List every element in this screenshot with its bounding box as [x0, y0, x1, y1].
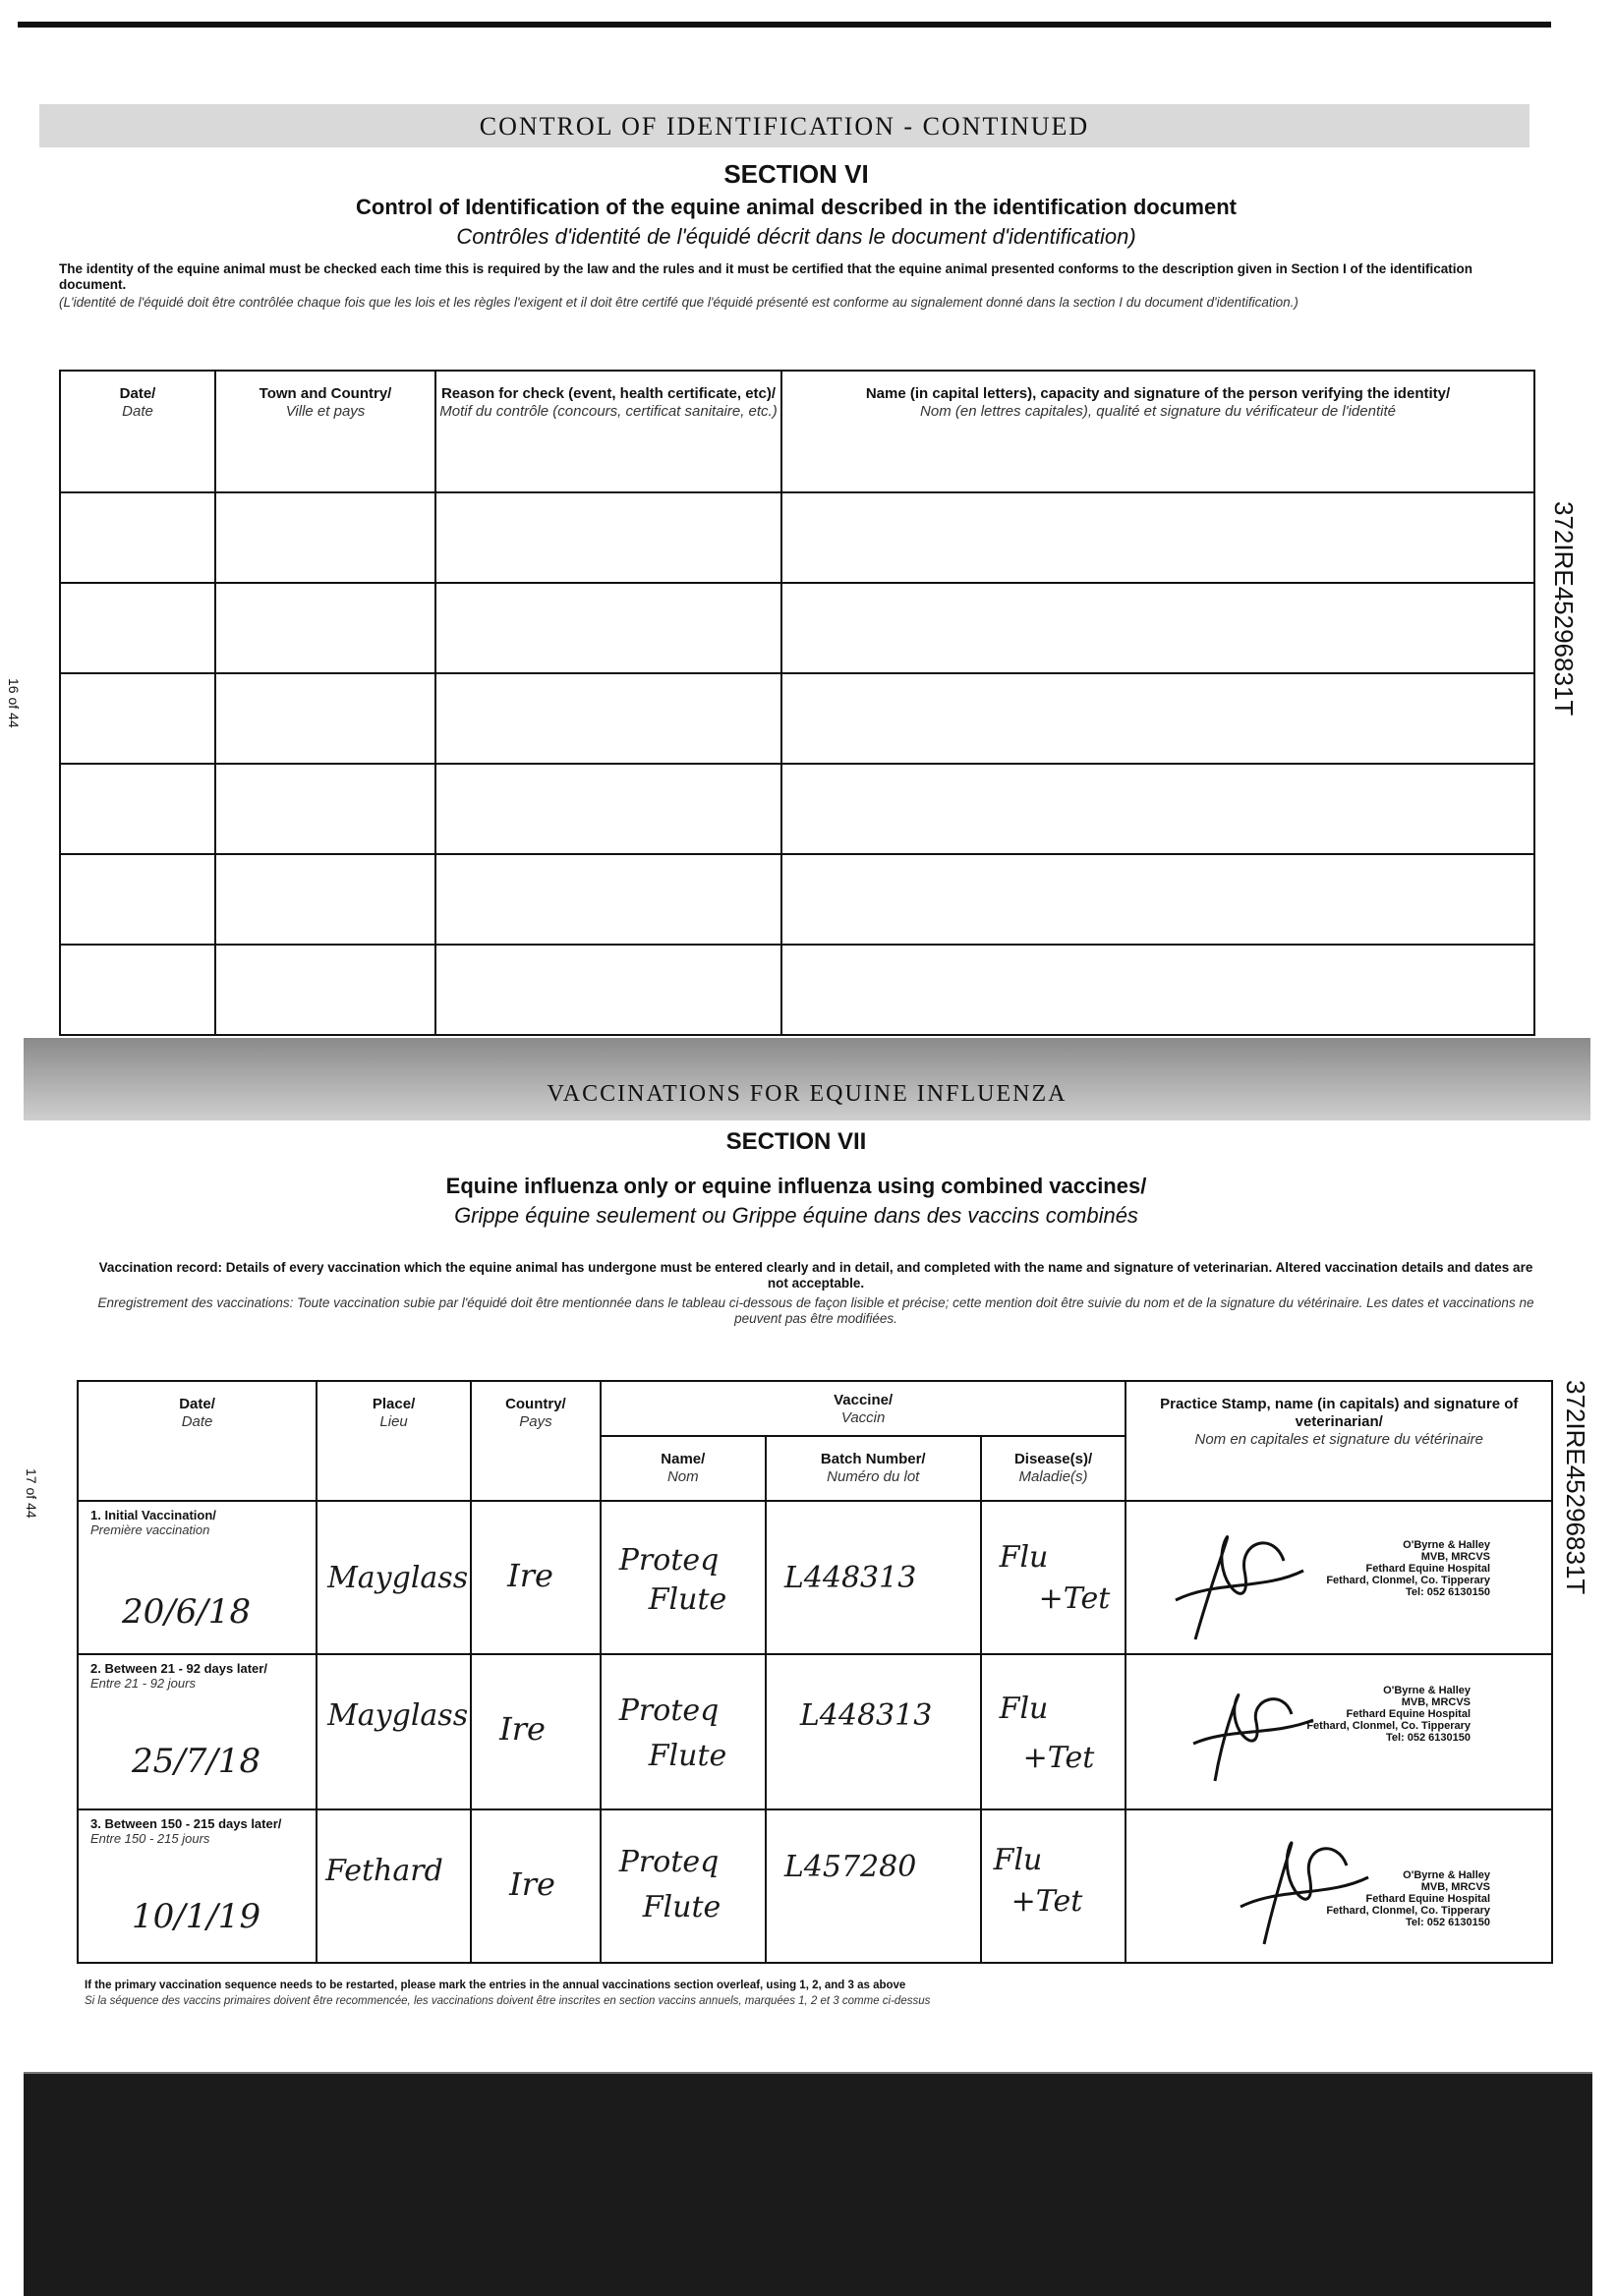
col-batch-number: Batch Number/ Numéro du lot — [766, 1436, 981, 1501]
vaccine-name-cell[interactable]: Proteq Flute — [601, 1809, 766, 1963]
country-cell[interactable]: Ire — [471, 1501, 601, 1654]
col-place: Place/ Lieu — [317, 1381, 471, 1501]
handwritten-date: 10/1/19 — [132, 1897, 261, 1936]
place-cell[interactable]: Mayglass — [317, 1501, 471, 1654]
cell[interactable] — [60, 945, 215, 1035]
cell[interactable] — [215, 673, 435, 764]
table-row — [60, 492, 1534, 583]
section6-subtitle-en: Control of Identification of the equine animal described in the identification document — [356, 195, 1237, 219]
practice-stamp-cell — [1125, 1654, 1552, 1809]
table-row — [60, 854, 1534, 945]
cell[interactable] — [215, 583, 435, 673]
section7-page-number: 17 of 44 — [24, 1468, 39, 1519]
practice-stamp: O'Byrne & Halley MVB, MRCVS Fethard Equine Hospital Fethard, Clonmel, Co. Tipperary Tel: 052 6130150 — [1306, 1685, 1471, 1744]
cell[interactable] — [435, 583, 781, 673]
table-row — [60, 673, 1534, 764]
practice-stamp: O'Byrne & Halley MVB, MRCVS Fethard Equine Hospital Fethard, Clonmel, Co. Tipperary Tel: 052 6130150 — [1326, 1539, 1490, 1598]
col-date: Date/ Date — [60, 371, 215, 492]
cell[interactable] — [435, 854, 781, 945]
disease-cell[interactable]: Flu +Tet — [981, 1809, 1126, 1963]
table-row — [78, 1654, 1552, 1809]
vaccine-name-cell[interactable]: Proteq Flute — [601, 1501, 766, 1654]
cell[interactable] — [781, 854, 1534, 945]
col-verifier: Name (in capital letters), capacity and signature of the person verifying the identity/ Nom (en lettres capitales), qualité et signature du vérificateur de l'identité — [781, 371, 1534, 492]
cell[interactable] — [60, 673, 215, 764]
cell[interactable] — [215, 854, 435, 945]
batch-number-cell[interactable]: L457280 — [766, 1809, 981, 1963]
cell[interactable] — [60, 583, 215, 673]
practice-stamp: O'Byrne & Halley MVB, MRCVS Fethard Equine Hospital Fethard, Clonmel, Co. Tipperary Tel: 052 6130150 — [1326, 1869, 1490, 1928]
vaccination-table — [77, 1380, 1553, 1964]
cell[interactable] — [781, 583, 1534, 673]
section7-band-shadow — [24, 1038, 1590, 1120]
cell[interactable] — [435, 673, 781, 764]
cell[interactable] — [60, 764, 215, 854]
vaccination-date-cell[interactable]: 1. Initial Vaccination/ Première vaccination 20/6/18 — [78, 1501, 317, 1654]
section7-subtitle-en: Equine influenza only or equine influenza using combined vaccines/ — [445, 1174, 1147, 1198]
col-country: Country/ Pays — [471, 1381, 601, 1501]
section7-subtitle-fr: Grippe équine seulement ou Grippe équine dans des vaccins combinés — [454, 1203, 1138, 1228]
handwritten-date: 20/6/18 — [122, 1592, 252, 1632]
section7-note-fr: Enregistrement des vaccinations: Toute vaccination subie par l'équidé doit être mentionnée dans le tableau ci-dessous de façon lisible et précise; cette mention doit être suivie du nom et de la signature du vétérinaire. Les dates et vaccinations ne peuvent pas être modifiées. — [97, 1295, 1534, 1326]
col-disease: Disease(s)/ Maladie(s) — [981, 1436, 1126, 1501]
vaccine-name-cell[interactable]: Proteq Flute — [601, 1654, 766, 1809]
cell[interactable] — [435, 945, 781, 1035]
scan-dark-area — [24, 2074, 1592, 2296]
practice-stamp-cell — [1125, 1501, 1552, 1654]
section7-doc-id: 372IRE45296831T — [1561, 1380, 1590, 1595]
cell[interactable] — [215, 492, 435, 583]
section6-band-title: CONTROL OF IDENTIFICATION - CONTINUED — [479, 112, 1090, 141]
handwritten-date: 25/7/18 — [132, 1742, 261, 1781]
vaccination-date-cell[interactable]: 2. Between 21 - 92 days later/ Entre 21 - 92 jours 25/7/18 — [78, 1654, 317, 1809]
cell[interactable] — [435, 492, 781, 583]
practice-stamp-cell — [1125, 1809, 1552, 1963]
place-cell[interactable]: Fethard — [317, 1809, 471, 1963]
cell[interactable] — [781, 764, 1534, 854]
section7-footer-fr: Si la séquence des vaccins primaires doivent être recommencée, les vaccinations doivent être inscrites en section vaccins annuels, marquées 1, 2 et 3 comme ci-dessus — [85, 1995, 931, 2007]
col-practice-stamp: Practice Stamp, name (in capitals) and signature of veterinarian/ Nom en capitales et signature du vétérinaire — [1125, 1381, 1552, 1501]
col-town-country: Town and Country/ Ville et pays — [215, 371, 435, 492]
top-rule — [18, 22, 1551, 28]
cell[interactable] — [781, 673, 1534, 764]
section6-page-number: 16 of 44 — [6, 678, 22, 728]
cell[interactable] — [781, 492, 1534, 583]
country-cell[interactable]: Ire — [471, 1654, 601, 1809]
cell[interactable] — [60, 854, 215, 945]
cell[interactable] — [435, 764, 781, 854]
section6-note-fr: (L'identité de l'équidé doit être contrôlée chaque fois que les lois et les règles l'exigent et il doit être certifé que l'équidé présenté est conforme au signalement donné dans la section I du document d'identification.) — [59, 295, 1299, 310]
table-row — [60, 583, 1534, 673]
section6-subtitle-fr: Contrôles d'identité de l'équidé décrit dans le document d'identification) — [456, 224, 1136, 249]
section7-band-title: VACCINATIONS FOR EQUINE INFLUENZA — [547, 1081, 1068, 1107]
table-row — [60, 945, 1534, 1035]
disease-cell[interactable]: Flu +Tet — [981, 1501, 1126, 1654]
section7-footer-en: If the primary vaccination sequence needs to be restarted, please mark the entries in the annual vaccinations section overleaf, using 1, 2, and 3 as above — [85, 1980, 906, 1991]
batch-number-cell[interactable]: L448313 — [766, 1654, 981, 1809]
signature-icon — [1166, 1663, 1323, 1801]
section7-label: SECTION VII — [725, 1128, 867, 1155]
cell[interactable] — [215, 764, 435, 854]
table-row — [78, 1809, 1552, 1963]
col-vaccine: Vaccine/ Vaccin — [601, 1381, 1126, 1436]
section6-note-en: The identity of the equine animal must be checked each time this is required by the law and the rules and it must be certified that the equine animal presented conforms to the description given in Section I of the identification document. — [59, 261, 1473, 292]
cell[interactable] — [781, 945, 1534, 1035]
cell[interactable] — [60, 492, 215, 583]
cell[interactable] — [215, 945, 435, 1035]
disease-cell[interactable]: Flu +Tet — [981, 1654, 1126, 1809]
signature-icon — [1156, 1512, 1313, 1649]
vaccination-date-cell[interactable]: 3. Between 150 - 215 days later/ Entre 150 - 215 jours 10/1/19 — [78, 1809, 317, 1963]
col-reason: Reason for check (event, health certificate, etc)/ Motif du contrôle (concours, certificat sanitaire, etc.) — [435, 371, 781, 492]
table-row — [60, 764, 1534, 854]
batch-number-cell[interactable]: L448313 — [766, 1501, 981, 1654]
identity-check-table — [59, 370, 1535, 1036]
col-date: Date/ Date — [78, 1381, 317, 1501]
country-cell[interactable]: Ire — [471, 1809, 601, 1963]
col-vaccine-name: Name/ Nom — [601, 1436, 766, 1501]
section6-label: SECTION VI — [723, 159, 869, 189]
place-cell[interactable]: Mayglass — [317, 1654, 471, 1809]
section7-note-en: Vaccination record: Details of every vaccination which the equine animal has undergone must be entered clearly and in detail, and completed with the name and signature of veterinarian. Altered vaccination details and dates are not acceptable. — [98, 1260, 1533, 1291]
section6-doc-id: 372IRE45296831T — [1549, 501, 1579, 717]
table-row — [78, 1501, 1552, 1654]
